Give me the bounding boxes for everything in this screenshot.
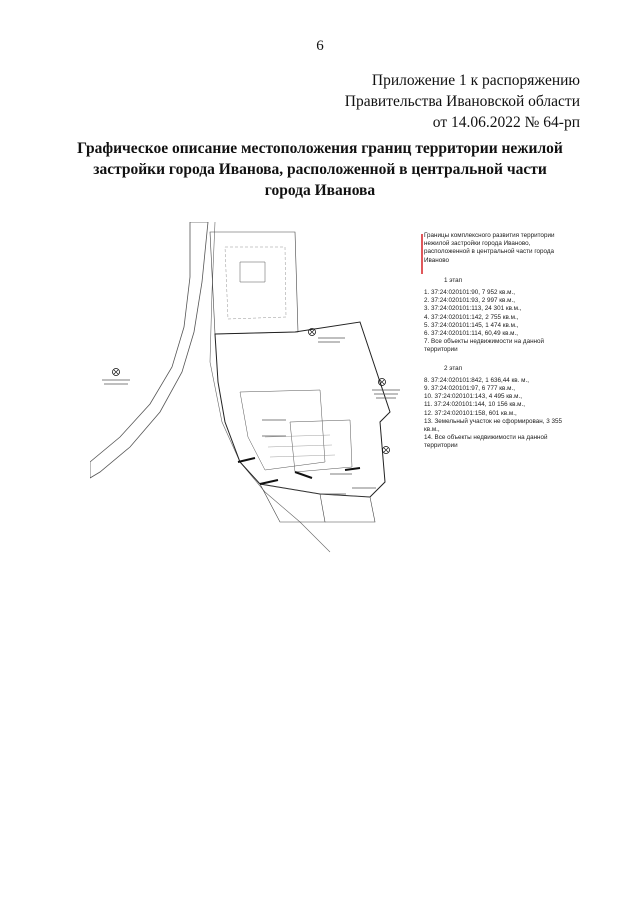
map-label-stub-3 (372, 390, 400, 398)
title-line-2: застройки города Иванова, расположенной в центральной части (93, 161, 547, 178)
map-block-north (210, 232, 298, 334)
map-segment-4 (345, 468, 360, 470)
appendix-header (280, 70, 580, 133)
map-block-small (240, 262, 265, 282)
map-marker-west (113, 369, 120, 376)
legend-item: 1. 37:24:020101:90, 7 952 кв.м., (424, 289, 515, 297)
legend-item: 2. 37:24:020101:93, 2 997 кв.м., (424, 297, 515, 305)
legend-boundary-swatch (421, 234, 423, 274)
map-boundary (215, 322, 390, 497)
appendix-line-1: Приложение 1 к распоряжению (371, 72, 580, 89)
legend-item: 8. 37:24:020101:842, 1 636,44 кв. м., (424, 376, 529, 384)
legend-item: 6. 37:24:020101:114, 60,49 кв.м., (424, 330, 518, 338)
map-block-north-inner (225, 247, 286, 319)
map-label-stub-2 (102, 380, 130, 384)
title-line-1: Графическое описание местоположения границ территории нежилой (77, 140, 563, 157)
page-number: 6 (316, 38, 324, 54)
map-segment-2 (260, 480, 278, 484)
title-line-3: города Иванова (264, 182, 376, 199)
appendix-line-3: от 14.06.2022 № 64-рп (432, 114, 580, 131)
legend-item: 13. Земельный участок не сформирован, 3 355 кв.м., (424, 417, 562, 434)
legend-item: 11. 37:24:020101:144, 10 156 кв.м., (424, 401, 525, 409)
appendix-line-2: Правительства Ивановской области (344, 93, 580, 110)
legend-item: 3. 37:24:020101:113, 24 301 кв.м., (424, 305, 522, 313)
map-road (90, 222, 208, 478)
legend-stage-2-label: 2 этап (444, 364, 463, 372)
map-legend (424, 232, 574, 451)
legend-item: 7. Все объекты недвижимости на данной территории (424, 338, 545, 354)
map-label-stub-1 (318, 338, 345, 342)
legend-item: 9. 37:24:020101:97, 6 777 кв.м., (424, 385, 515, 393)
legend-item: 14. Все объекты недвижимости на данной территории (424, 434, 548, 450)
map-label-stub-5 (330, 474, 376, 488)
legend-stage-2-items (424, 377, 574, 451)
legend-stage-1-items (424, 289, 574, 355)
map-parcel-edge (320, 494, 375, 522)
legend-stage-1-label: 1 этап (444, 276, 463, 284)
map-segment-3 (295, 472, 312, 478)
legend-item: 5. 37:24:020101:145, 1 474 кв.м., (424, 321, 519, 329)
territory-map (90, 222, 420, 562)
document-title (70, 138, 570, 201)
map-segment-1 (238, 458, 255, 462)
map-label-stub-4 (262, 420, 286, 436)
map-marker-south (383, 447, 390, 454)
legend-item: 4. 37:24:020101:142, 2 755 кв.м., (424, 313, 519, 321)
legend-item: 10. 37:24:020101:143, 4 495 кв.м., (424, 393, 522, 401)
map-lower-parcel (260, 484, 325, 522)
legend-title: Границы комплексного развития территории нежилой застройки города Иваново, расположенной в центральной части города Иваново (424, 232, 555, 264)
legend-item: 12. 37:24:020101:158, 601 кв.м., (424, 409, 517, 417)
